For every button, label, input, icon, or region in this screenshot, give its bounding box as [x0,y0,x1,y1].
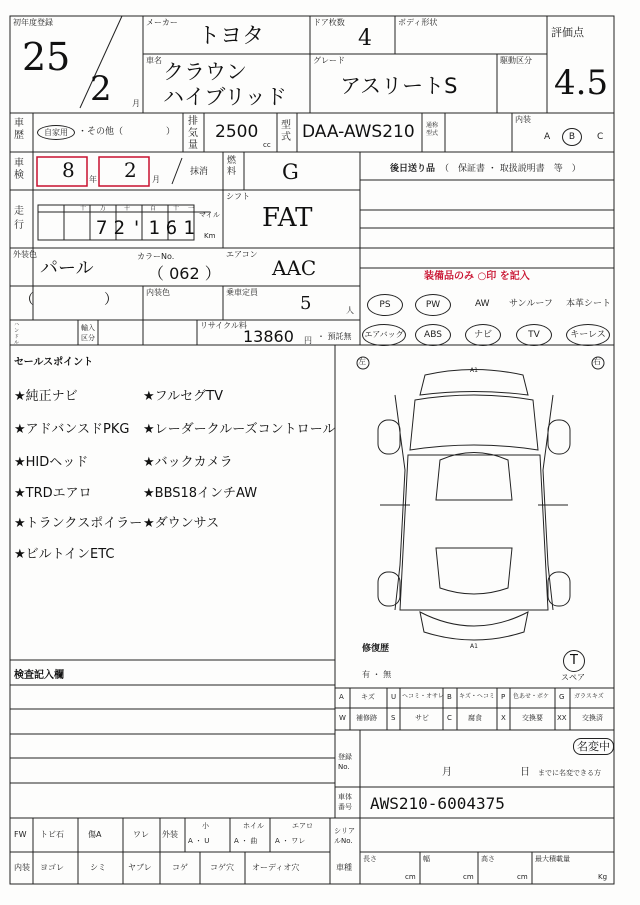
wheel-a-kyoku: A ・ 曲 [234,837,258,845]
spare-label: スペア [561,673,585,682]
legend-text-b: キズ・ヘコミ [459,693,495,700]
score-label: 評価点 [551,26,584,39]
interior-kogeana: コゲ穴 [210,863,234,872]
registration-day: 日 [520,767,530,778]
diagram-a1-bottom: A1 [470,643,478,650]
score-value: 4.5 [554,63,609,103]
legend-text-u: ヘコミ・オサレ [402,693,444,700]
registration-note: までに名変できる方 [538,769,601,777]
legend-text-g: ガラスキズ [574,693,604,700]
interior-grade-label: 内装 [515,115,531,124]
mileage-km: Km [204,232,216,240]
fuel-value: G [282,160,299,184]
recycle-yen: 円 [304,336,312,345]
legend-code-g: G [559,693,565,701]
interior-grade-c: C [597,132,604,142]
shift-label: シフト [226,192,250,201]
recycle-value: 13860 [243,327,294,346]
seats-label: 乗車定員 [226,288,258,297]
handle-label: ハンドル [14,322,20,346]
legend-text-w: 補修跡 [356,714,377,722]
equipment-sunroof: サンルーフ [509,299,553,309]
color-no-label: カラーNo. [137,252,175,261]
height-label: 高さ [481,855,495,863]
legend-code-a: A [339,693,344,701]
length-unit: cm [405,873,416,881]
first-reg-month: 2 [90,69,112,109]
erase-label: 抹消 [190,167,209,177]
fw-ware: ワレ [133,830,149,839]
seats-unit: 人 [346,306,354,315]
sales-point-8: ★BBS18インチAW [143,486,258,501]
drive-label: 駆動区分 [500,56,532,65]
car-name-line1: クラウン [163,60,247,84]
weight-label: 最大積載量 [535,855,570,863]
exterior-label: 外装 [162,830,178,839]
inspection-month: 2 [124,158,137,182]
width-unit: cm [463,873,474,881]
diagram-a1-top: A1 [470,367,478,374]
car-diagram-lines [357,357,604,640]
grade-value: アスリートS [340,74,458,98]
serial-label: シリアルNo. [334,827,355,845]
legend-code-u: U [391,693,397,701]
interior-koge: コゲ [172,863,188,872]
interior-grade-b: B [562,128,582,146]
mileage-unit-4: 十 [173,205,180,212]
mileage-unit-5: 一 [188,205,195,212]
interior-audio: オーディオ穴 [252,863,300,872]
registration-label: 登録No. [338,753,352,771]
vin-value: AWS210-6004375 [370,794,505,813]
later-items-label: 後日送り品 [390,164,436,174]
interior-shimi: シミ [90,863,106,872]
interior-paren: （ ） [20,292,118,308]
equipment-title: 装備品のみ ○印 を記入 [424,271,530,282]
displacement-value: 2500 [215,122,259,142]
first-reg-year: 25 [22,35,71,79]
interior-color-label: 内装色 [146,288,170,297]
aero-a-ware: A ・ ワレ [275,837,306,845]
model-value: DAA-AWS210 [302,122,415,142]
name-change-badge: 名変中 [573,738,614,755]
repair-label: 修復歴 [362,644,390,654]
recycle-deposit: ・ 預託無 [317,332,352,341]
displacement-unit: cc [263,141,271,149]
equipment-navi: ナビ [465,324,501,346]
seats-value: 5 [300,293,312,314]
sales-point-9: ★トランクスポイラー [14,516,143,531]
inspection-notes-title: 検査記入欄 [14,670,64,681]
history-close-paren: ） [166,127,176,137]
legend-code-xx: XX [557,714,567,722]
mileage-mile: マイル [199,211,220,219]
spare-tire-circle: T [563,650,585,672]
equipment-aw: AW [475,299,490,309]
equipment-keyless: キーレス [566,324,610,346]
equipment-abs: ABS [415,324,451,346]
legend-code-x: X [501,714,506,722]
legend-text-a: キズ [361,693,375,701]
sales-point-10: ★ダウンサス [143,516,220,531]
legend-code-c: C [447,714,452,722]
equipment-tv: TV [516,324,552,346]
interior-yogore: ヨゴレ [40,863,64,872]
sales-point-11: ★ビルトインETC [14,547,115,562]
fw-tobiishi: トビ石 [40,830,64,839]
exterior-color-value: パール [40,258,94,279]
legend-text-xx: 交換済 [582,714,603,722]
history-other: ・その他（ [78,127,124,137]
exterior-small: 小 [202,822,209,830]
sales-point-3: ★アドバンスドPKG [14,422,130,437]
mileage-unit-3: 百 [150,205,157,212]
car-name-line2: ハイブリッド [163,85,287,109]
sales-point-5: ★HIDヘッド [14,455,89,470]
inspection-label: 車検 [14,158,24,181]
legend-text-x: 交換要 [522,714,543,722]
height-unit: cm [517,873,528,881]
legend-code-b: B [447,693,452,701]
sales-point-1: ★純正ナビ [14,389,78,404]
first-reg-month-unit: 月 [132,99,140,108]
body-label: ボディ形状 [398,18,438,27]
legend-code-p: P [501,693,506,701]
recycle-label: リサイクル料 [200,321,247,330]
exterior-a-u: A ・ U [188,837,210,845]
legend-code-w: W [339,714,346,722]
interior-yabure: ヤブレ [128,863,152,872]
inspection-year-unit: 年 [89,175,97,184]
weight-unit: Kg [598,873,608,881]
sales-point-7: ★TRDエアロ [14,486,92,501]
legend-text-p: 色あせ・ボケ [513,693,550,700]
doors-value: 4 [358,26,372,51]
interior-label: 内装 [14,863,30,872]
import-label: 輸入区分 [81,324,95,342]
mileage-unit-2: 千 [124,205,131,212]
doors-label: ドア枚数 [313,18,345,27]
equipment-leather: 本革シート [566,299,612,309]
sales-point-2: ★フルセグTV [143,389,223,404]
aero-label: エアロ [292,822,313,830]
grade-label: グレード [313,56,345,65]
exterior-color-label: 外装色 [13,250,37,259]
diagram-left-label: 左 [358,357,366,366]
sales-points-title: セールスポイント [14,357,94,368]
equipment-pw: PW [415,294,451,316]
sales-point-4: ★レーダークルーズコントロール [143,422,336,437]
registration-month: 月 [442,767,452,778]
auth-model-label: 通称型式 [426,122,439,137]
interior-grade-a: A [544,132,551,142]
color-no-value: （ 062 ） [148,264,221,283]
first-reg-label: 初年度登録 [13,18,53,27]
maker-value: トヨタ [198,24,265,49]
inspection-month-unit: 月 [152,175,160,184]
maker-label: メーカー [146,18,178,27]
later-items-list: （ 保証書 ・ 取扱説明書 等 ） [440,164,581,174]
fw-label: FW [14,830,27,839]
aircon-value: AAC [272,256,317,280]
width-label: 幅 [423,855,430,863]
model-label: 型式 [281,120,291,143]
inspection-year: 8 [62,158,75,182]
legend-text-c: 腐食 [468,714,482,722]
mileage-value: 72'161 [96,217,201,239]
history-label: 車歴 [14,118,24,141]
equipment-ps: PS [367,294,403,316]
vin-label: 車体番号 [338,793,352,811]
size-label: 車種 [336,863,352,872]
car-name-label: 車名 [146,56,162,65]
equipment-airbag: エアバッグ [362,324,406,346]
repair-value: 有 ・ 無 [362,670,392,679]
diagram-right-label: 右 [593,357,601,366]
length-label: 長さ [363,855,377,863]
sales-point-6: ★バックカメラ [143,455,233,470]
mileage-unit-1: 万 [100,205,107,212]
displacement-label: 排気量 [188,116,198,151]
mileage-unit-0: 十 [80,205,87,212]
shift-value: FAT [262,203,313,233]
fw-hibi: 傷A [88,830,102,839]
aircon-label: エアコン [226,250,258,259]
legend-code-s: S [391,714,396,722]
mileage-label: 走行 [14,206,24,231]
wheel-label: ホイル [243,822,264,830]
legend-text-s: サビ [415,714,429,722]
fuel-label: 燃料 [227,156,237,177]
own-use-circle: 自家用 [37,125,75,140]
